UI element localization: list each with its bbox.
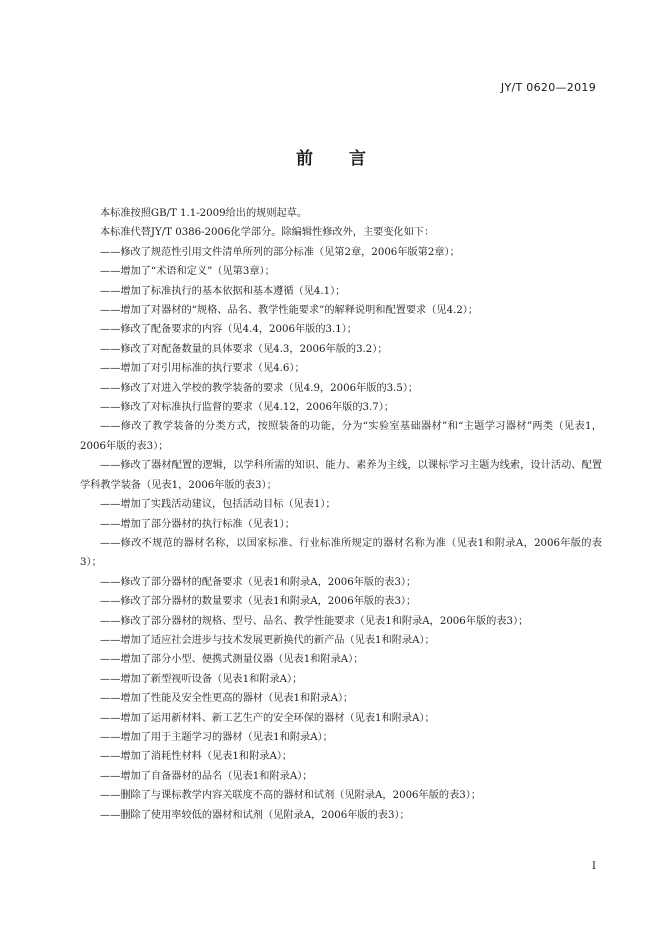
change-item: ——增加了用于主题学习的器材（见表1和附录A）； (100, 731, 333, 743)
change-item: ——修改了对标准执行监督的要求（见4.12，2006年版的3.7）； (100, 402, 395, 414)
page-number: I (592, 861, 596, 872)
change-item: ——修改了部分器材的规格、型号、品名、教学性能要求（见表1和附录A，2006年版的表3）； (100, 615, 529, 627)
change-item: ——修改了对进入学校的教学装备的要求（见4.9，2006年版的3.5）； (100, 382, 419, 394)
change-item: ——增加了自备器材的品名（见表1和附录A）； (100, 770, 313, 782)
change-item: ——增加了部分小型、便携式测量仪器（见表1和附录A）； (100, 654, 364, 666)
change-item: ——增加了实践活动建议，包括活动目标（见表1）； (100, 499, 336, 511)
change-item: ——增加了运用新材料、新工艺生产的安全环保的器材（见表1和附录A）； (100, 712, 435, 724)
change-item: ——增加了新型视听设备（见表1和附录A）； (100, 673, 303, 685)
paragraph: 本标准代替JY/T 0386-2006化学部分。除编辑性修改外，主要变化如下： (100, 227, 435, 239)
page-title: 前言 (296, 149, 402, 169)
change-item: ——修改了部分器材的配备要求（见表1和附录A，2006年版的表3）； (100, 576, 417, 588)
change-item: ——增加了对引用标准的执行要求（见4.6）； (100, 363, 305, 375)
change-item: ——删除了与课标教学内容关联度不高的器材和试剂（见附录A，2006年版的表3）； (100, 790, 482, 802)
change-item: ——增加了部分器材的执行标准（见表1）； (100, 518, 295, 530)
change-item: ——修改了教学装备的分类方式，按照装备的功能，分为“实验室基础器材”和“主题学习器材”两类（见表1，2006年版的表3）； (80, 421, 602, 452)
paragraph: 本标准按照GB/T 1.1-2009给出的规则起草。 (100, 208, 308, 219)
change-item: ——增加了标准执行的基本依据和基本遵循（见4.1）； (100, 285, 346, 297)
change-item: ——修改了配备要求的内容（见4.4，2006年版的3.1）； (100, 324, 357, 336)
change-item: ——修改不规范的器材名称，以国家标准、行业标准所规定的器材名称为准（见表1和附录A，2006年版的表3）； (80, 537, 602, 569)
change-item: ——增加了“术语和定义”（见第3章）； (100, 266, 275, 278)
change-item: ——修改了对配备数量的具体要求（见4.3，2006年版的3.2）； (100, 343, 388, 355)
change-item: ——删除了使用率较低的器材和试剂（见附录A，2006年版的表3）； (100, 809, 410, 821)
change-item: ——增加了消耗性材料（见表1和附录A）； (100, 751, 293, 763)
preface-body (80, 204, 602, 825)
standard-code: JY/T 0620—2019 (500, 81, 596, 94)
change-item: ——修改了器材配置的逻辑，以学科所需的知识、能力、素养为主线，以课标学习主题为线索，设计活动、配置学科教学装备（见表1，2006年版的表3）； (80, 460, 602, 491)
change-item: ——增加了性能及安全性更高的器材（见表1和附录A）； (100, 693, 354, 705)
change-item: ——修改了规范性引用文件清单所列的部分标准（见第2章，2006年版第2章）； (100, 246, 460, 258)
change-item: ——修改了部分器材的数量要求（见表1和附录A，2006年版的表3）； (100, 596, 417, 608)
change-item: ——增加了适应社会进步与技术发展更新换代的新产品（见表1和附录A）； (100, 634, 435, 646)
change-item: ——增加了对器材的“规格、品名、教学性能要求”的解释说明和配置要求（见4.2）； (100, 305, 479, 317)
